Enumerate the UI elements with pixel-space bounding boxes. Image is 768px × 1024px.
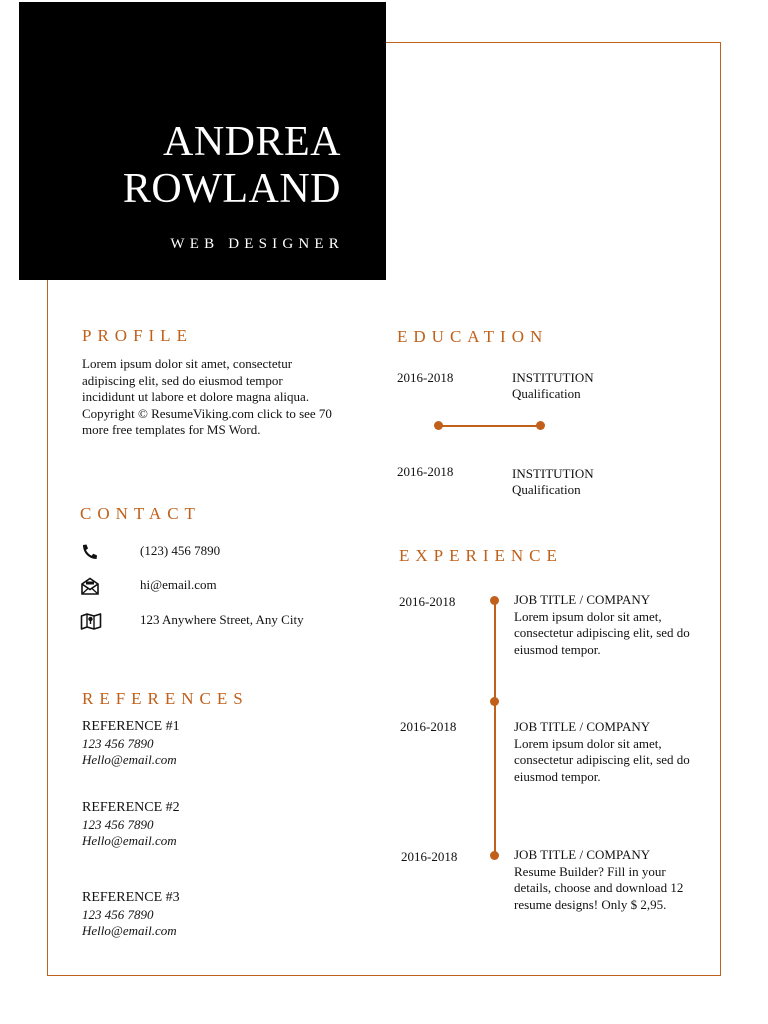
contact-email [80, 577, 340, 597]
reference-item [82, 890, 180, 940]
reference-email: Hello@email.com [82, 833, 177, 848]
timeline-dot [490, 697, 499, 706]
reference-email: Hello@email.com [82, 752, 177, 767]
experience-text: Lorem ipsum dolor sit amet, consectetur adipiscing elit, sed do eiusmod tempor. [514, 735, 690, 784]
experience-info [514, 847, 690, 913]
reference-name: REFERENCE #1 [82, 719, 180, 734]
experience-text: Lorem ipsum dolor sit amet, consectetur adipiscing elit, sed do eiusmod tempor. [514, 608, 690, 657]
education-institution: INSTITUTION [512, 370, 594, 385]
experience-job: JOB TITLE / COMPANY [514, 592, 651, 607]
job-role: WEB DESIGNER [170, 236, 344, 252]
timeline-dot [490, 851, 499, 860]
experience-text: Resume Builder? Fill in your details, choose and download 12 resume designs! Only $ 2,95. [514, 863, 684, 912]
reference-name: REFERENCE #2 [82, 800, 180, 815]
contact-title: CONTACT [80, 504, 201, 523]
education-title: EDUCATION [397, 327, 549, 346]
experience-title: EXPERIENCE [399, 546, 563, 565]
experience-job: JOB TITLE / COMPANY [514, 719, 651, 734]
email-text: hi@email.com [140, 577, 217, 592]
profile-text: Lorem ipsum dolor sit amet, consectetur adipiscing elit, sed do eiusmod tempor incididunt ut labore et dolore magna aliqua. Copyright © ResumeViking.com click to see 70 more free templates for MS Word. [82, 356, 332, 437]
education-divider-dot [536, 421, 545, 430]
timeline-dot [490, 596, 499, 605]
experience-job: JOB TITLE / COMPANY [514, 847, 651, 862]
reference-email: Hello@email.com [82, 923, 177, 938]
education-institution: INSTITUTION [512, 466, 594, 481]
education-years: 2016-2018 [397, 370, 454, 385]
education-info [512, 466, 594, 498]
last-name: ROWLAND [122, 166, 341, 212]
reference-item [82, 800, 180, 850]
reference-name: REFERENCE #3 [82, 890, 180, 905]
experience-years: 2016-2018 [399, 594, 456, 609]
experience-years: 2016-2018 [401, 849, 458, 864]
references-title: REFERENCES [82, 689, 249, 708]
experience-info [514, 592, 694, 658]
education-divider-line [438, 425, 540, 427]
reference-phone: 123 456 7890 [82, 906, 154, 922]
experience-info [514, 719, 694, 785]
education-years: 2016-2018 [397, 464, 454, 479]
profile-title: PROFILE [82, 326, 193, 345]
education-divider-dot [434, 421, 443, 430]
contact-phone [80, 543, 340, 563]
experience-years: 2016-2018 [400, 719, 457, 734]
education-qualification: Qualification [512, 482, 581, 497]
education-info [512, 370, 594, 402]
name-header [19, 2, 386, 280]
experience-timeline [494, 600, 496, 856]
contact-address [80, 612, 340, 632]
full-name [123, 119, 341, 213]
address-text: 123 Anywhere Street, Any City [140, 612, 304, 627]
first-name: ANDREA [163, 119, 341, 165]
phone-icon [80, 543, 102, 561]
education-qualification: Qualification [512, 386, 581, 401]
phone-text: (123) 456 7890 [140, 543, 221, 558]
reference-phone: 123 456 7890 [82, 816, 154, 832]
map-icon [80, 612, 102, 630]
reference-phone: 123 456 7890 [82, 735, 154, 751]
reference-item [82, 719, 180, 769]
envelope-icon [80, 577, 102, 595]
